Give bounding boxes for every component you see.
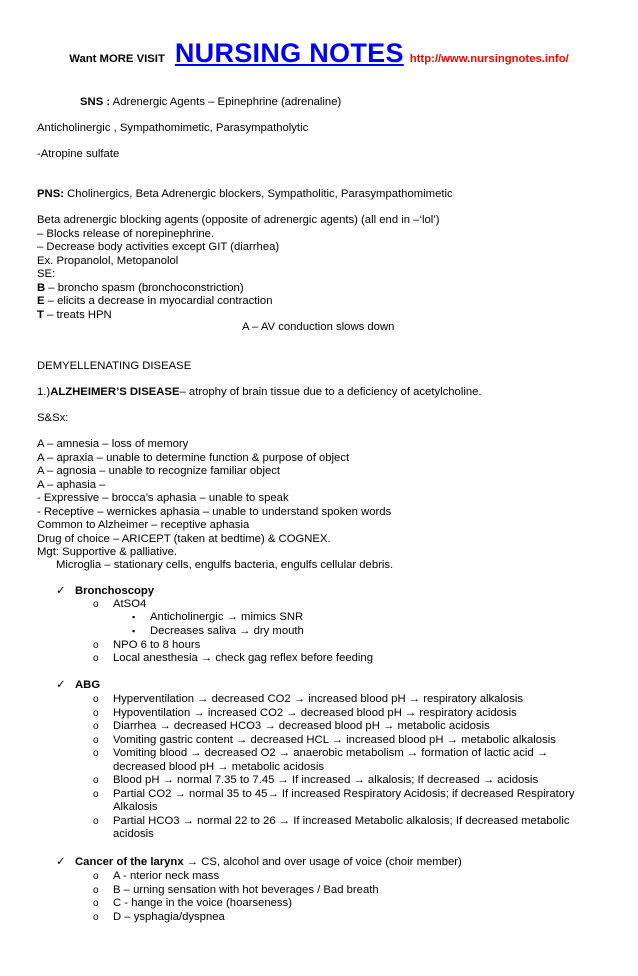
anticholinergic-line: Anticholinergic , Sympathomimetic, Parasympatholytic <box>37 122 309 134</box>
se-t-text: – treats HPN <box>43 308 112 321</box>
circle-bullet-icon: o <box>93 898 99 909</box>
alz-line-9: Mgt: Supportive & palliative. <box>37 546 178 558</box>
check-icon: ✓ <box>56 679 66 691</box>
circle-bullet-icon: o <box>93 748 99 759</box>
microglia-line: Microglia – stationary cells, engulfs bacteria, engulfs cellular debris. <box>56 559 394 571</box>
alzheimers-line <box>37 386 482 400</box>
abg-item-1: Hyperventilation → decreased CO2 → increased blood pH → respiratory alkalosis <box>113 693 524 705</box>
circle-bullet-icon: o <box>93 815 99 827</box>
se-t-letter: T <box>37 308 44 321</box>
abg-item-8: Partial HCO3 → normal 22 to 26 → If increased Metabolic alkalosis; If decreased metabolic <box>113 814 570 827</box>
abg-item-2: Hypoventilation → increased CO2 → decreased blood pH → respiratory acidosis <box>113 706 517 719</box>
alz-line-4: A – aphasia – <box>37 478 106 491</box>
alz-title: ALZHEIMER’S DISEASE <box>50 386 180 398</box>
square-bullet-icon: ▪ <box>132 626 136 636</box>
alz-text: – atrophy of brain tissue due to a deficiency of acetylcholine. <box>179 386 482 398</box>
abg-item-4: Vomiting gastric content → decreased HCL → increased blood pH → metabolic alkalosis <box>113 733 556 746</box>
se-b-line <box>37 282 244 296</box>
ssx-label: S&Sx: <box>37 412 69 424</box>
abg-title: ABG <box>75 679 101 691</box>
larynx-item-4: D – ysphagia/dyspnea <box>113 910 225 923</box>
square-bullet-icon: ▪ <box>132 612 136 622</box>
abg-item-5-cont: decreased blood pH → metabolic acidosis <box>113 760 324 773</box>
abg-item-7: Partial CO2 → normal 35 to 45→ If increased Respiratory Acidosis; if decreased Respiratory <box>113 787 575 800</box>
beta-line-1: Beta adrenergic blocking agents (opposite of adrenergic agents) (all end in –‘lol’) <box>37 214 440 226</box>
pns-line <box>37 188 453 202</box>
se-e-letter: E <box>37 295 45 307</box>
bronch-item-1: NPO 6 to 8 hours <box>113 638 201 651</box>
demyel-heading: DEMYELLENATING DISEASE <box>37 360 192 372</box>
beta-line-5: SE: <box>37 268 56 280</box>
check-icon: ✓ <box>56 585 66 597</box>
larynx-item-1: A - nterior neck mass <box>113 870 220 882</box>
alz-prefix: 1.) <box>37 386 51 398</box>
circle-bullet-icon: o <box>93 721 99 732</box>
alz-line-6: - Receptive – wernickes aphasia – unable to understand spoken words <box>37 505 392 518</box>
beta-line-2: – Blocks release of norepinephrine. <box>37 227 215 240</box>
header-brand-link[interactable]: NURSING NOTES <box>174 38 404 68</box>
larynx-title: Cancer of the larynx <box>75 856 184 868</box>
page-header <box>0 38 638 69</box>
abg-item-6: Blood pH → normal 7.35 to 7.45 → If increased → alkalosis; If decreased → acidosis <box>113 774 539 786</box>
abg-item-3: Diarrhea → decreased HCO3 → decreased blood pH → metabolic acidosis <box>113 720 490 732</box>
header-want-text: Want MORE VISIT <box>69 53 165 65</box>
abg-item-5: Vomiting blood → decreased O2 → anaerobic metabolism → formation of lactic acid → <box>113 747 549 759</box>
pns-text: Cholinergics, Beta Adrenergic blockers, Sympatholitic, Parasympathomimetic <box>64 188 453 200</box>
check-icon: ✓ <box>56 856 66 868</box>
larynx-item-3: C - hange in the voice (hoarseness) <box>113 897 292 909</box>
header-url-link[interactable]: http://www.nursingnotes.info/ <box>409 53 569 65</box>
abg-item-7-cont: Alkalosis <box>113 801 158 813</box>
se-e-line <box>37 295 272 309</box>
sns-line <box>80 96 341 110</box>
se-t-line <box>37 309 112 323</box>
sns-label: SNS : <box>80 96 111 108</box>
alz-line-8: Drug of choice – ARICEPT (taken at bedtime) & COGNEX. <box>37 532 331 545</box>
bronch-title: Bronchoscopy <box>75 585 155 597</box>
larynx-line <box>75 856 462 870</box>
atropine-line: -Atropine sulfate <box>37 148 120 160</box>
larynx-item-2: B – urning sensation with hot beverages / Bad breath <box>113 883 379 896</box>
circle-bullet-icon: o <box>93 788 99 800</box>
larynx-title-rest: → CS, alcohol and over usage of voice (choir member) <box>183 856 462 868</box>
abg-item-8-cont: acidosis <box>113 828 154 840</box>
circle-bullet-icon: o <box>93 775 99 786</box>
circle-bullet-icon: o <box>93 911 99 923</box>
beta-line-3: – Decrease body activities except GIT (diarrhea) <box>37 241 280 253</box>
circle-bullet-icon: o <box>93 734 99 746</box>
circle-bullet-icon: o <box>93 694 99 705</box>
alz-line-7: Common to Alzheimer – receptive aphasia <box>37 519 250 531</box>
alz-line-2: A – apraxia – unable to determine function & purpose of object <box>37 451 350 464</box>
circle-bullet-icon: o <box>93 653 99 664</box>
se-b-letter: B <box>37 281 46 294</box>
pns-label: PNS: <box>37 188 64 200</box>
bronch-sub-2: Decreases saliva → dry mouth <box>150 625 304 637</box>
circle-bullet-icon: o <box>93 639 99 651</box>
circle-bullet-icon: o <box>93 599 99 610</box>
alz-line-1: A – amnesia – loss of memory <box>37 438 189 450</box>
bronch-atso4: AtSO4 <box>113 598 147 610</box>
circle-bullet-icon: o <box>93 707 99 719</box>
sns-text: Adrenergic Agents – Epinephrine (adrenaline) <box>110 96 342 108</box>
circle-bullet-icon: o <box>93 884 99 896</box>
alz-line-5: - Expressive – brocca’s aphasia – unable to speak <box>37 492 289 504</box>
circle-bullet-icon: o <box>93 871 99 882</box>
beta-line-4: Ex. Propanolol, Metopanolol <box>37 254 179 267</box>
bronch-item-2: Local anesthesia → check gag reflex before feeding <box>113 652 373 664</box>
se-a-line: A – AV conduction slows down <box>242 321 395 333</box>
alz-line-3: A – agnosia – unable to recognize familiar object <box>37 465 281 477</box>
se-e-text: – elicits a decrease in myocardial contraction <box>44 295 273 307</box>
bronch-sub-1: Anticholinergic → mimics SNR <box>150 611 304 623</box>
se-b-text: – broncho spasm (bronchoconstriction) <box>45 281 244 294</box>
